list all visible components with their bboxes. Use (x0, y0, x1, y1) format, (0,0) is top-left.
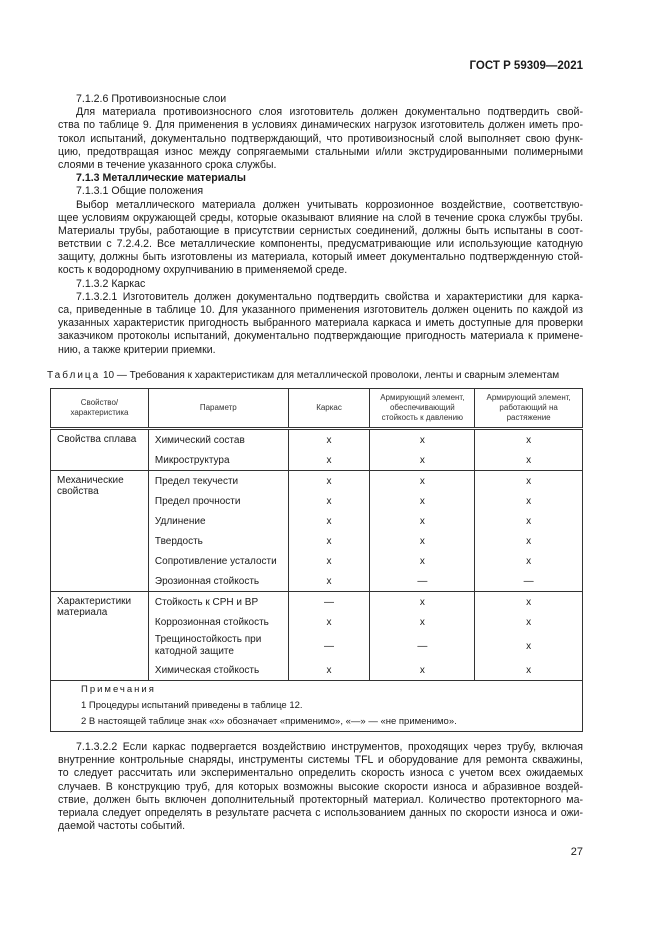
text-line: ветствии с 7.2.4.2. Все металлические компоненты, предусматривающие или использующие катодную (58, 238, 583, 251)
standard-number: ГОСТ Р 59309—2021 (469, 60, 583, 72)
note: 2 В настоящей таблице знак «x» обозначает «применимо», «—» — «не применимо». (81, 716, 457, 727)
section-heading: 7.1.3 Металлические материалы (76, 172, 246, 185)
parameter-cell: Стойкость к СРН и ВР (148, 592, 288, 613)
applicability-cell: — (370, 632, 475, 660)
parameter-cell: Коррозионная стойкость (148, 612, 288, 632)
text-line: Материалы трубы, работающие в присутствии сернистых соединений, должны быть испытаны в соот- (58, 224, 583, 237)
applicability-cell: x (288, 511, 370, 531)
text-line: случаев. В конструкцию труб, для которых возможны высокие скорости износа и абразивное воздей- (58, 780, 583, 793)
applicability-cell: x (475, 551, 583, 571)
text-line: заказчиком протоколы испытаний, документально подтверждающие пригодность материала к примене- (58, 330, 583, 343)
applicability-cell: — (370, 571, 475, 592)
applicability-cell: x (475, 592, 583, 613)
applicability-cell: x (288, 471, 370, 492)
text-line: ства по таблице 9. Для применения в условиях динамических нагрузок изготовитель должен иметь про- (58, 119, 583, 132)
applicability-cell: x (475, 612, 583, 632)
table-row (51, 429, 583, 451)
column-header: Армирующий элемент, работающий на растяжение (475, 389, 583, 429)
text-line: даемой частоты событий. (58, 820, 186, 833)
applicability-cell: x (288, 571, 370, 592)
applicability-cell: x (370, 660, 475, 681)
applicability-cell: x (288, 660, 370, 681)
text-line: щее условиям окружающей среды, которые оказывают влияние на слой в течение срока службы трубы. (58, 211, 583, 224)
table-caption (47, 370, 559, 381)
text-line: то следует рассчитать или экспериментально определить скорость износа с учетом всех ожидаемых (58, 767, 583, 780)
body-text (58, 93, 583, 357)
applicability-cell: x (475, 531, 583, 551)
property-cell: Свойства сплава (51, 429, 149, 471)
requirements-table (50, 388, 583, 732)
applicability-cell: x (475, 450, 583, 471)
applicability-cell: x (370, 471, 475, 492)
note: 1 Процедуры испытаний приведены в таблице 12. (81, 700, 303, 711)
caption-text: 10 — Требования к характеристикам для металлической проволоки, ленты и сварным элементам (103, 370, 560, 381)
parameter-cell: Твердость (148, 531, 288, 551)
text-line: внутренние контрольные снаряды, инструменты системы TFL и оборудование для ремонта скважины, (58, 754, 583, 767)
text-line: кость к водородному охрупчиванию в применяемой среде. (58, 264, 348, 277)
text-line: слоями в течение указанного срока службы. (58, 158, 277, 171)
applicability-cell: x (288, 612, 370, 632)
applicability-cell: x (370, 592, 475, 613)
applicability-cell: x (475, 511, 583, 531)
applicability-cell: x (475, 429, 583, 451)
text-line: указанных характеристик пригодность выбранного материала каркаса и иметь доступные для проверки (58, 317, 583, 330)
text-line: цию, предотвращая износ между сопрягаемыми стальными и/или экструдированными полимерными (58, 145, 583, 158)
parameter-cell: Предел текучести (148, 471, 288, 492)
text-line: са, приведенные в таблице 10. Для указанного применения изготовитель должен оценить по каждой из (58, 304, 583, 316)
applicability-cell: x (288, 551, 370, 571)
applicability-cell: x (288, 531, 370, 551)
column-header: Каркас (288, 389, 370, 429)
notes-cell (51, 681, 583, 732)
text-line: 7.1.3.2.2 Если каркас подвергается воздействию инструментов, проходящих через трубу, включая (76, 741, 583, 753)
text-line: ствие, должен быть включен дополнительный протекторный материал. Количество протекторного ма- (58, 793, 583, 806)
applicability-cell: x (288, 429, 370, 451)
section-heading: 7.1.2.6 Противоизносные слои (76, 93, 227, 105)
paragraph (58, 199, 583, 278)
paragraph (58, 291, 583, 357)
applicability-cell: — (288, 632, 370, 660)
notes-title: Примечания (81, 684, 156, 695)
page-number: 27 (570, 846, 583, 858)
applicability-cell: — (288, 592, 370, 613)
applicability-cell: x (288, 491, 370, 511)
parameter-cell: Химический состав (148, 429, 288, 451)
applicability-cell: x (475, 660, 583, 681)
notes-row (51, 681, 583, 732)
applicability-cell: x (370, 511, 475, 531)
property-cell: Характеристики материала (51, 592, 149, 681)
parameter-cell: Микроструктура (148, 450, 288, 471)
applicability-cell: x (370, 612, 475, 632)
text-line: защиту, должны быть изготовлены из материала, который имеет документально подтвержденную стой- (58, 251, 583, 264)
applicability-cell: x (370, 551, 475, 571)
parameter-cell: Сопротивление усталости (148, 551, 288, 571)
applicability-cell: — (475, 571, 583, 592)
parameter-cell: Удлинение (148, 511, 288, 531)
parameter-cell: Предел прочности (148, 491, 288, 511)
parameter-cell: Химическая стойкость (148, 660, 288, 681)
text-line: нию, а также критерии приемки. (58, 343, 216, 356)
section-heading: 7.1.3.1 Общие положения (76, 185, 204, 198)
table-row (51, 592, 583, 613)
applicability-cell: x (370, 429, 475, 451)
applicability-cell: x (288, 450, 370, 471)
text-line: токол испытаний, документально подтверждающий, что противоизносный слой выполняет свою функ- (58, 132, 583, 145)
property-cell: Механические свойства (51, 471, 149, 592)
applicability-cell: x (475, 491, 583, 511)
paragraph (58, 106, 583, 172)
text-line: Выбор металлического материала должен учитывать коррозионное воздействие, соответствую- (76, 198, 583, 211)
table-header-row (51, 389, 583, 429)
parameter-cell: Эрозионная стойкость (148, 571, 288, 592)
column-header: Свойство/ характеристика (51, 389, 149, 429)
caption-label: Таблица (47, 370, 101, 381)
column-header: Армирующий элемент, обеспечивающий стойкость к давлению (370, 389, 475, 429)
column-header: Параметр (148, 389, 288, 429)
applicability-cell: x (475, 471, 583, 492)
text-line: 7.1.3.2.1 Изготовитель должен документально подтвердить свойства и характеристики для карка- (76, 290, 583, 303)
section-heading: 7.1.3.2 Каркас (76, 277, 146, 290)
applicability-cell: x (370, 531, 475, 551)
table-row (51, 471, 583, 492)
text-line: териала следует определять в результате расчета с использованием данных по скорости износа и ожи- (58, 806, 583, 819)
applicability-cell: x (370, 491, 475, 511)
text-line: Для материала противоизносного слоя изготовитель должен документально подтвердить свой- (76, 106, 583, 119)
parameter-cell: Трещиностойкость при катодной защите (148, 632, 288, 660)
paragraph (58, 741, 583, 833)
applicability-cell: x (475, 632, 583, 660)
applicability-cell: x (370, 450, 475, 471)
